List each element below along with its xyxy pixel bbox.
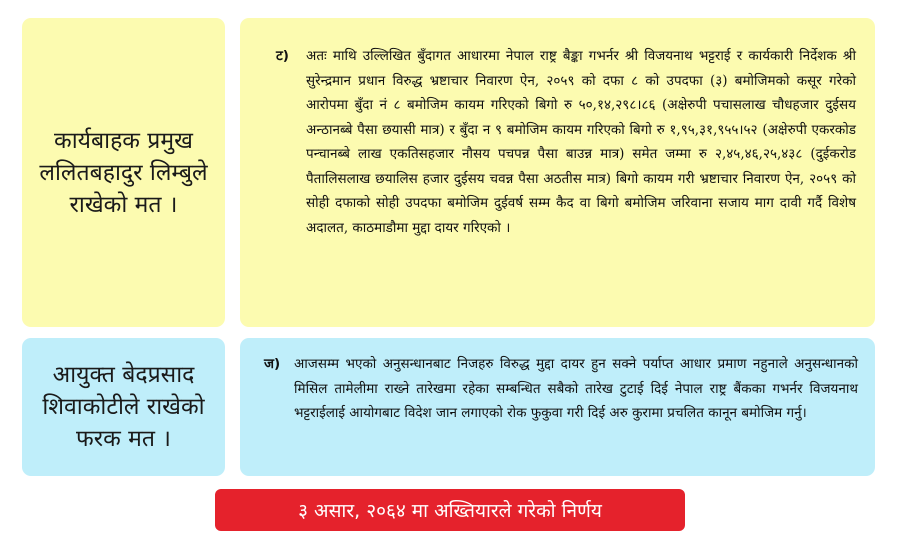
opinion-holder-label: कार्यबाहक प्रमुख ललितबहादुर लिम्बुले राखेको मत ।	[39, 127, 208, 218]
decision-date-banner	[215, 489, 685, 531]
opinion-content-box-1	[240, 18, 875, 327]
dissent-opinion-label-box-2	[22, 338, 225, 476]
item-marker: ज)	[264, 356, 281, 372]
opinion-content-box-2	[240, 338, 875, 476]
opinion-item	[276, 44, 856, 240]
opinion-item	[264, 352, 858, 426]
item-text: आजसम्म भएको अनुसन्धानबाट निजहरु विरुद्ध मुद्दा दायर हुन सक्ने पर्याप्त आधार प्रमाण नहुनाले अनुसन्धानको मिसिल तामेलीमा राख्ने तारेखमा रहेका सम्बन्धित सबैको तारेख टुटाई दिई नेपाल राष्ट्र बैंकका गभर्नर विजयनाथ भट्टराईलाई आयोगबाट विदेश जान लगाएको रोक फुकुवा गरी दिई अरु कुरामा प्रचलित कानून बमोजिम गर्नु।	[294, 356, 858, 421]
opinion-holder-label: आयुक्त बेदप्रसाद शिवाकोटीले राखेको फरक मत ।	[42, 362, 205, 452]
dissent-opinion-label-box-1	[22, 18, 225, 327]
banner-text: ३ असार, २०६४ मा अख्तियारले गरेको निर्णय	[298, 500, 602, 522]
item-text: अतः माथि उल्लिखित बुँदागत आधारमा नेपाल राष्ट्र बैङ्का गभर्नर श्री विजयनाथ भट्टराई र कार्यकारी निर्देशक श्री सुरेन्द्रमान प्रधान विरुद्ध भ्रष्टाचार निवारण ऐन, २०५९ को दफा ८ को उपदफा (३) बमोजिमको कसूर गरेको आरोपमा बुँदा नं ८ बमोजिम कायम गरिएको बिगो रु ५०,१४,२९८।८६ (अक्षेरुपी पचासलाख चौधहजार दुईसय अन्ठानब्बे पैसा छयासी मात्र) र बुँदा न ९ बमोजिम कायम गरिएको बिगो रु १,९५,३१,९५५।५२ (अक्षेरुपी एकरकोड पन्चानब्बे लाख एकतिसहजार नौसय पचपन्न पैसा बाउन्न मात्र) समेत जम्मा रु २,४५,४६,२५,४३८ (दुईकरोड पैतालिसलाख छयालिस हजार दुईसय चवन्न पैसा अठतीस मात्र) बिगो कायम गरी भ्रष्टाचार निवारण ऐन, २०५९ को सोही दफाको सोही उपदफा बमोजिम दुईवर्ष सम्म कैद वा बिगो बमोजिम जरिवाना सजाय माग दावी गर्दै विशेष अदालत, काठमाडौमा मुद्दा दायर गरिएको ।	[306, 48, 856, 236]
item-marker: ट)	[276, 48, 289, 64]
